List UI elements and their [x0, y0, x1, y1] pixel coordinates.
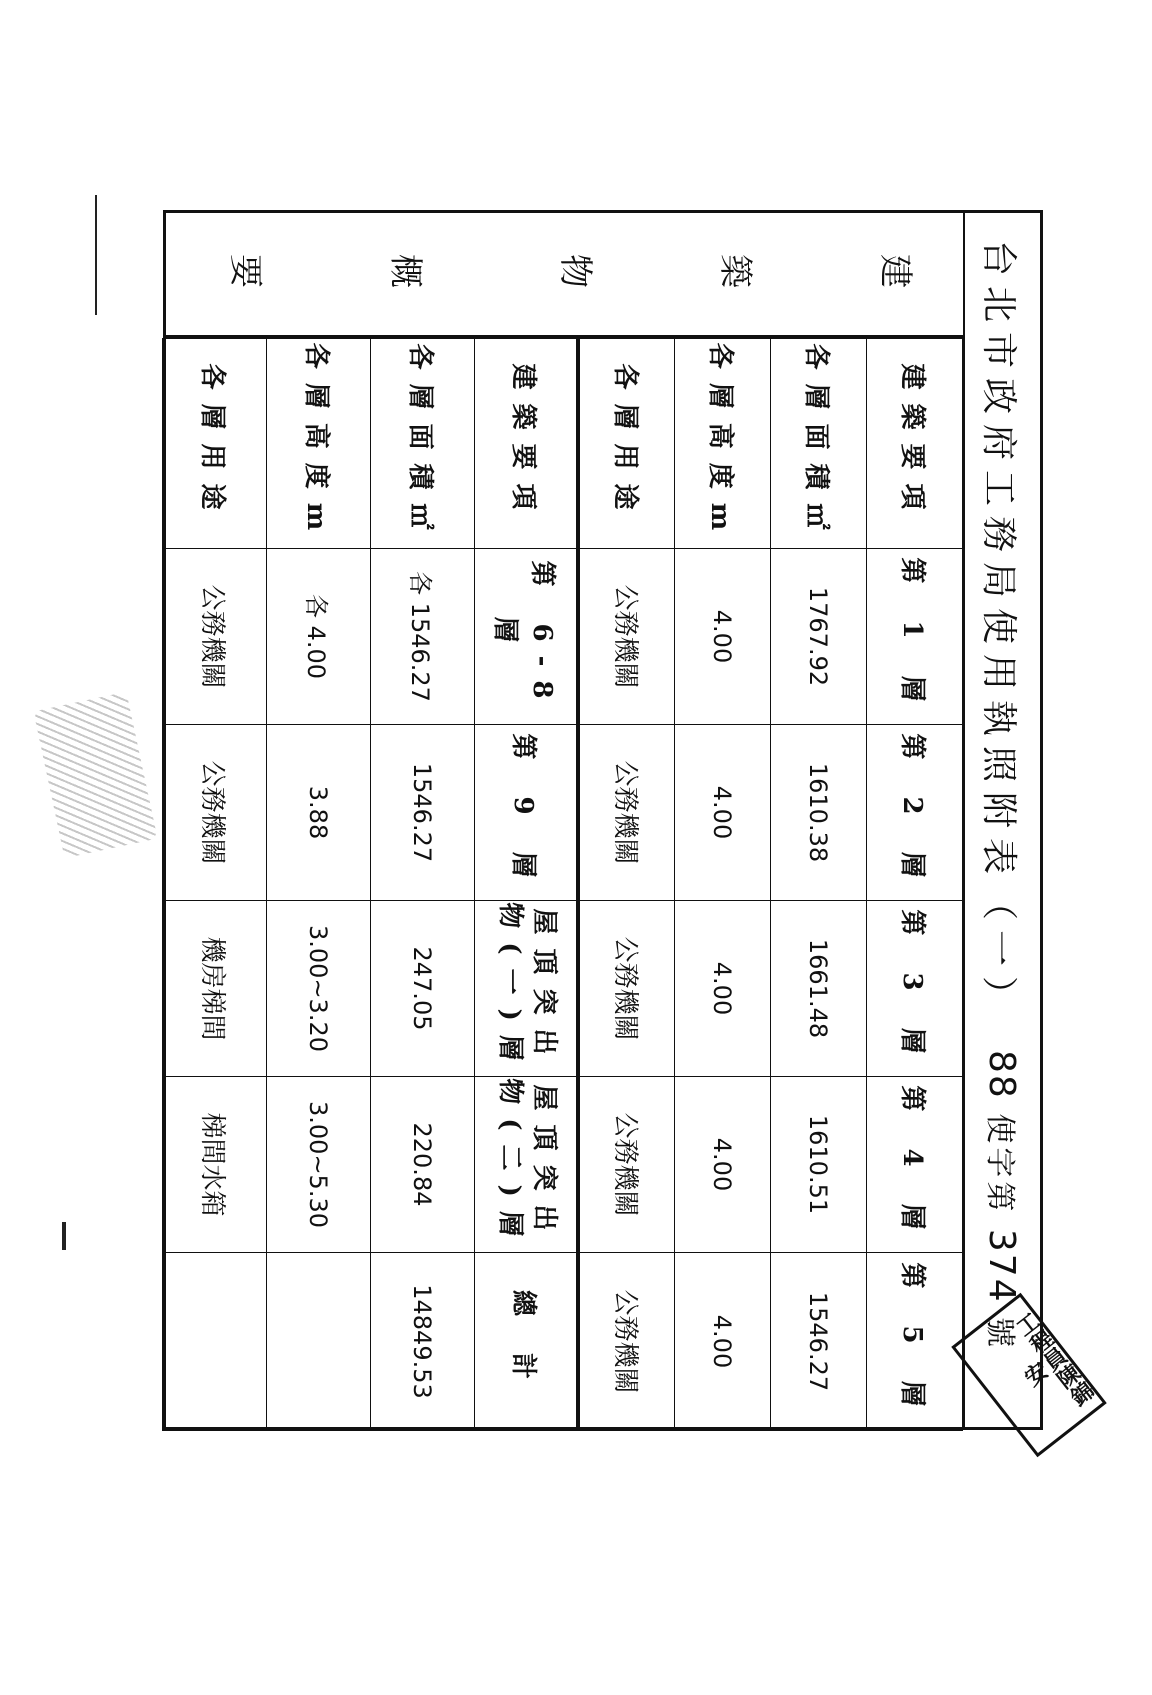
- use-cell: 公務機關: [579, 1077, 675, 1253]
- header-cell: 第 2 層: [867, 725, 963, 901]
- area-cell: 247.05: [371, 901, 475, 1077]
- header-cell: 總 計: [475, 1253, 579, 1431]
- use-cell: [163, 1253, 267, 1431]
- permit-number: 374: [981, 1228, 1022, 1304]
- row-label: 各層高度m: [267, 339, 371, 549]
- header-cell: 第 1 層: [867, 549, 963, 725]
- height-cell: 4.00: [675, 1253, 771, 1431]
- table-row: [867, 339, 963, 1431]
- row-label: 各層用途: [163, 339, 267, 549]
- header-cell: 第 3 層: [867, 901, 963, 1077]
- side-header-char: 概: [385, 254, 425, 288]
- height-cell: 4.00: [675, 1077, 771, 1253]
- side-header-char: 物: [555, 254, 595, 288]
- row-label: 各層面積㎡: [771, 339, 867, 549]
- permit-prefix: 88: [981, 1050, 1022, 1100]
- permit-suffix: 號: [982, 1317, 1017, 1352]
- use-cell: 公務機關: [579, 725, 675, 901]
- area-cell: 1546.27: [771, 1253, 867, 1431]
- use-cell: 公務機關: [163, 725, 267, 901]
- area-cell: 220.84: [371, 1077, 475, 1253]
- area-cell: 14849.53: [371, 1253, 475, 1431]
- area-cell: 1546.27: [371, 725, 475, 901]
- use-cell: 公務機關: [163, 549, 267, 725]
- header-cell: 建築要項: [475, 339, 579, 549]
- header-cell: 屋頂突出物(一)層: [475, 901, 579, 1077]
- side-header-char: 要: [225, 254, 265, 288]
- scan-smudge: [33, 692, 157, 858]
- header-cell: 第 6-8 層: [475, 549, 579, 725]
- title-band: [963, 210, 1043, 1430]
- side-header-char: 建: [875, 254, 915, 288]
- height-cell: 4.00: [675, 901, 771, 1077]
- official-stamp: 工程員陳錦安: [951, 1293, 1107, 1457]
- scan-line: [95, 195, 97, 315]
- row-label: 各層高度m: [675, 339, 771, 549]
- side-header: [163, 210, 963, 338]
- header-cell: 屋頂突出物(二)層: [475, 1077, 579, 1253]
- permit-sheet: [163, 210, 1043, 1430]
- row-label: 各層用途: [579, 339, 675, 549]
- row-label: 各層面積㎡: [371, 339, 475, 549]
- scan-line: [62, 1222, 66, 1250]
- table-row: [163, 339, 267, 1431]
- use-cell: 公務機關: [579, 1253, 675, 1431]
- height-cell: 4.00: [675, 725, 771, 901]
- table-row: [579, 339, 675, 1431]
- permit-middle: 使字第: [982, 1113, 1017, 1216]
- use-cell: 公務機關: [579, 901, 675, 1077]
- area-cell: 1661.48: [771, 901, 867, 1077]
- height-cell: [267, 1253, 371, 1431]
- floor-table: [162, 338, 963, 1431]
- height-cell: 3.88: [267, 725, 371, 901]
- header-cell: 第 9 層: [475, 725, 579, 901]
- table-row: [371, 339, 475, 1431]
- area-cell: 各 1546.27: [371, 549, 475, 725]
- side-header-char: 築: [715, 254, 755, 288]
- height-cell: 4.00: [675, 549, 771, 725]
- document-title: 台北市政府工務局使用執照附表（一）: [978, 240, 1019, 1023]
- table-row: [475, 339, 579, 1431]
- header-cell: 第 4 層: [867, 1077, 963, 1253]
- header-cell: 建築要項: [867, 339, 963, 549]
- height-cell: 各 4.00: [267, 549, 371, 725]
- area-cell: 1767.92: [771, 549, 867, 725]
- use-cell: 機房梯間: [163, 901, 267, 1077]
- use-cell: 梯間水箱: [163, 1077, 267, 1253]
- use-cell: 公務機關: [579, 549, 675, 725]
- height-cell: 3.00~3.20: [267, 901, 371, 1077]
- area-cell: 1610.38: [771, 725, 867, 901]
- height-cell: 3.00~5.30: [267, 1077, 371, 1253]
- area-cell: 1610.51: [771, 1077, 867, 1253]
- table-row: [267, 339, 371, 1431]
- table-row: [771, 339, 867, 1431]
- header-cell: 第 5 層: [867, 1253, 963, 1431]
- table-row: [675, 339, 771, 1431]
